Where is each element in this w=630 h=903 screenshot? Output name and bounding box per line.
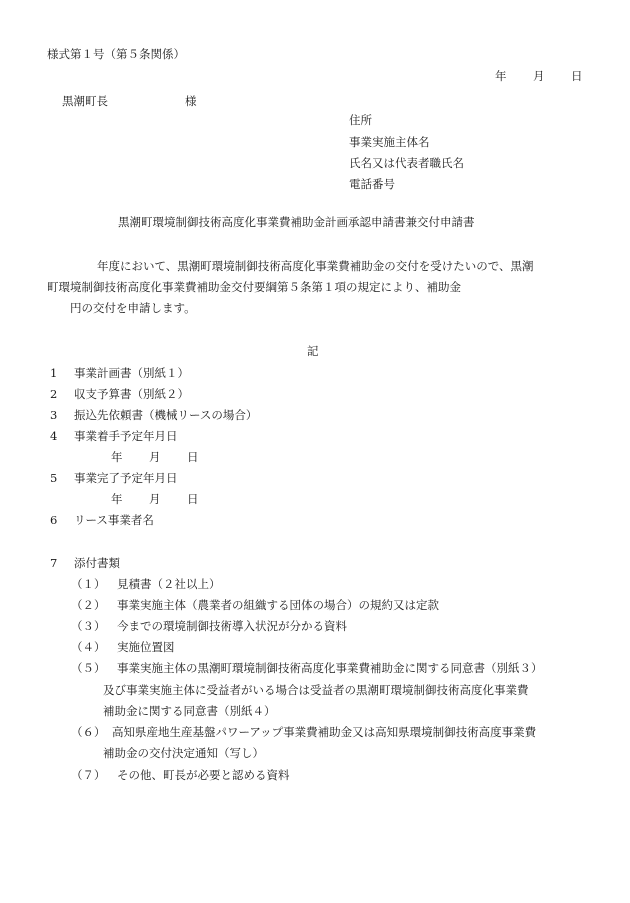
attachment-text: 見積書（２社以上） xyxy=(117,577,221,591)
ki-heading: 記 xyxy=(307,344,319,358)
item-number: 6 xyxy=(50,513,58,527)
field-address: 住所 xyxy=(349,113,372,127)
attachment-number: （３） xyxy=(71,619,106,633)
addressee-name: 黒潮町長 xyxy=(62,94,108,108)
body-line: 年度において、黒潮町環境制御技術高度化事業費補助金の交付を受けたいので、黒潮 xyxy=(97,259,534,273)
body-line: 円の交付を申請します。 xyxy=(70,301,196,315)
item-number: 3 xyxy=(50,408,58,422)
date-month: 月 xyxy=(533,69,545,83)
item-text: 事業着手予定年月日 xyxy=(74,429,178,443)
attachment-text: 実施位置図 xyxy=(117,640,175,654)
attachment-text: 及び事業実施主体に受益者がいる場合は受益者の黒潮町環境制御技術高度化事業費 xyxy=(103,683,529,697)
item-text: リース事業者名 xyxy=(74,513,154,527)
item-text: 振込先依頼書（機械リースの場合） xyxy=(74,408,258,422)
item-text: 事業完了予定年月日 xyxy=(74,471,178,485)
document-title: 黒潮町環境制御技術高度化事業費補助金計画承認申請書兼交付申請書 xyxy=(118,215,475,229)
field-representative: 氏名又は代表者職氏名 xyxy=(349,156,464,170)
date-year: 年 xyxy=(111,450,123,464)
date-year: 年 xyxy=(111,492,123,506)
attachment-number: （５） xyxy=(71,661,106,675)
item-text: 収支予算書（別紙２） xyxy=(74,387,189,401)
attachment-text: 補助金の交付決定通知（写し） xyxy=(103,746,264,760)
attachment-text: その他、町長が必要と認める資料 xyxy=(117,768,290,782)
item-number: 1 xyxy=(50,366,58,380)
addressee-honorific: 様 xyxy=(185,94,197,108)
date-month: 月 xyxy=(149,450,161,464)
body-line: 町環境制御技術高度化事業費補助金交付要綱第５条第１項の規定により、補助金 xyxy=(47,280,461,294)
date-day: 日 xyxy=(187,492,199,506)
date-year: 年 xyxy=(495,69,507,83)
attachment-text: 事業実施主体の黒潮町環境制御技術高度化事業費補助金に関する同意書（別紙３） xyxy=(117,661,543,675)
attachment-text: 今までの環境制御技術導入状況が分かる資料 xyxy=(117,619,347,633)
attachment-number: （４） xyxy=(71,640,106,654)
field-phone: 電話番号 xyxy=(349,177,395,191)
attachment-number: （６） xyxy=(71,725,106,739)
item-number: 4 xyxy=(50,429,58,443)
item-number: 5 xyxy=(50,471,58,485)
item-number: 7 xyxy=(50,556,58,570)
date-day: 日 xyxy=(571,69,583,83)
attachment-text: 高知県産地生産基盤パワーアップ事業費補助金又は高知県環境制御技術高度事業費 xyxy=(112,725,537,739)
item-number: 2 xyxy=(50,387,58,401)
date-month: 月 xyxy=(149,492,161,506)
attachment-text: 補助金に関する同意書（別紙４） xyxy=(103,704,276,718)
attachment-number: （２） xyxy=(71,598,106,612)
item-text: 添付書類 xyxy=(74,556,120,570)
date-day: 日 xyxy=(187,450,199,464)
attachment-text: 事業実施主体（農業者の組織する団体の場合）の規約又は定款 xyxy=(117,598,439,612)
form-number: 様式第１号（第５条関係） xyxy=(47,47,185,61)
field-entity-name: 事業実施主体名 xyxy=(349,135,430,149)
item-text: 事業計画書（別紙１） xyxy=(74,366,189,380)
attachment-number: （１） xyxy=(71,577,106,591)
attachment-number: （７） xyxy=(71,768,106,782)
